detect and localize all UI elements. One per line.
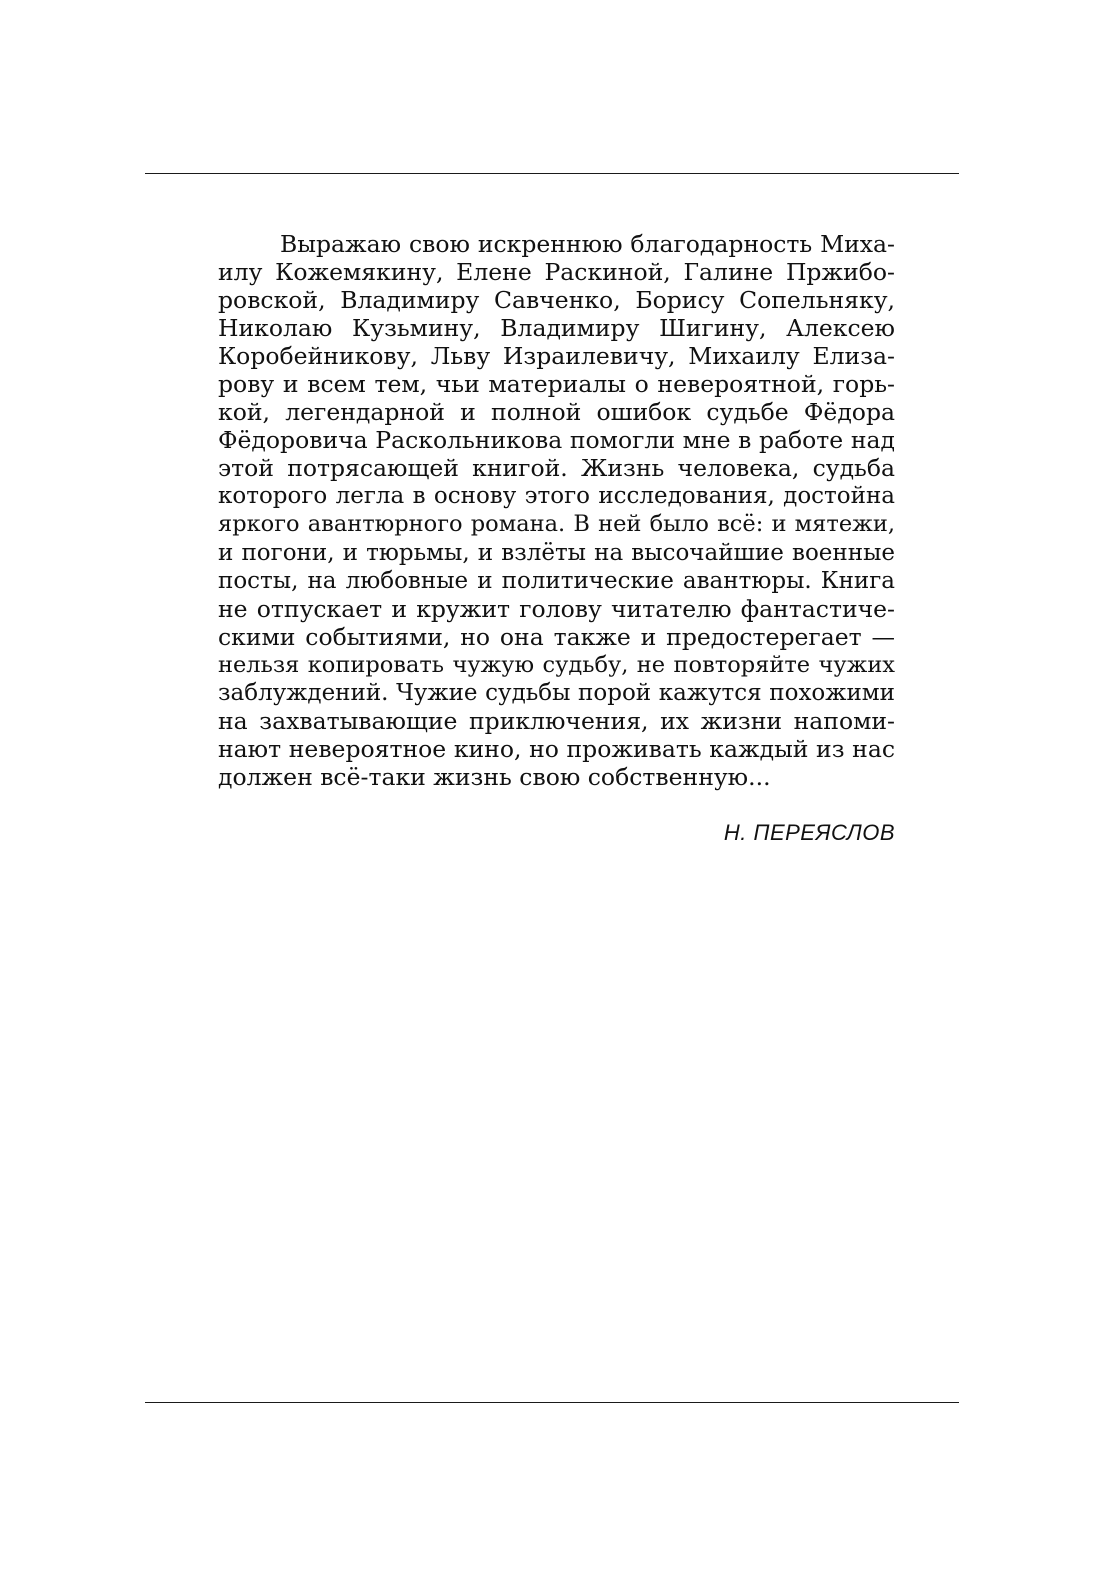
- acknowledgement-paragraph: [218, 230, 895, 791]
- paragraph-line: рову и всем тем, чьи материалы о невероятной, горь-: [218, 370, 895, 399]
- paragraph-line: Выражаю свою искреннюю благодарность Миха-: [280, 230, 895, 258]
- paragraph-line: не отпускает и кружит голову читателю фантастиче-: [218, 594, 895, 623]
- author-signature: Н. ПЕРЕЯСЛОВ: [723, 820, 895, 845]
- paragraph-line: которого легла в основу этого исследования, достойна: [218, 483, 895, 510]
- paragraph-line: Фёдоровича Раскольникова помогли мне в работе над: [218, 426, 895, 455]
- paragraph-line: должен всё-таки жизнь свою собственную...: [218, 762, 771, 791]
- paragraph-line: этой потрясающей книгой. Жизнь человека, судьба: [218, 454, 895, 483]
- paragraph-line: скими событиями, но она также и предостерегает —: [218, 622, 895, 651]
- paragraph-line: Коробейникову, Льву Израилевичу, Михаилу Елиза-: [218, 342, 895, 371]
- top-rule: [145, 173, 959, 174]
- paragraph-line: заблуждений. Чужие судьбы порой кажутся похожими: [218, 679, 895, 706]
- paragraph-line: Николаю Кузьмину, Владимиру Шигину, Алексею: [218, 314, 895, 343]
- paragraph-line: илу Кожемякину, Елене Раскиной, Галине Пржибо-: [218, 258, 895, 287]
- paragraph-line: яркого авантюрного романа. В ней было всё: и мятежи,: [218, 511, 895, 538]
- paragraph-line: посты, на любовные и политические авантюры. Книга: [218, 567, 895, 594]
- paragraph-line: ровской, Владимиру Савченко, Борису Сопельняку,: [218, 286, 895, 315]
- bottom-rule: [145, 1402, 959, 1403]
- paragraph-line: на захватывающие приключения, их жизни напоми-: [218, 706, 895, 735]
- paragraph-line: и погони, и тюрьмы, и взлёты на высочайшие военные: [218, 539, 895, 566]
- paragraph-line: нельзя копировать чужую судьбу, не повторяйте чужих: [218, 651, 895, 678]
- paragraph-line: нают невероятное кино, но проживать каждый из нас: [218, 734, 895, 763]
- paragraph-line: кой, легендарной и полной ошибок судьбе Фёдора: [218, 398, 895, 427]
